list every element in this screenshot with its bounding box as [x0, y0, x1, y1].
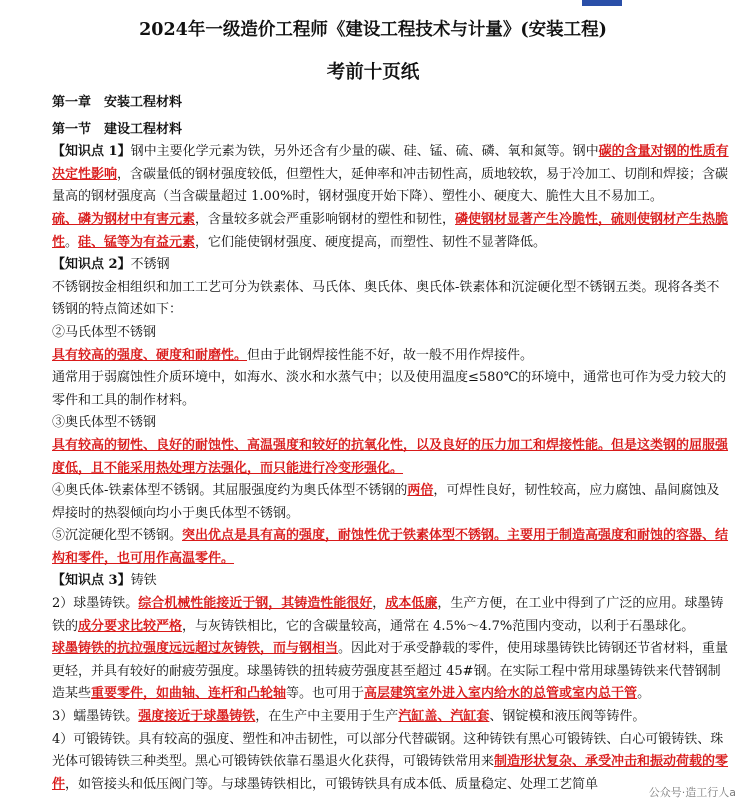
chapter-heading: 第一章 安装工程材料	[52, 95, 183, 110]
key-highlight: 成本低廉	[385, 596, 438, 612]
paragraph: 通常用于弱腐蚀性介质环境中，如海水、淡水和水蒸气中；以及使用温度≤580℃的环境中，通常也可作为受力较大的零件和工具的制作材料。	[52, 370, 727, 408]
watermark: 公众号·造工行人a	[648, 786, 736, 799]
key-highlight: 高层建筑室外进入室内给水的总管或室内总干管	[364, 686, 638, 702]
key-highlight: 硫、磷为钢材中有害元素	[52, 211, 196, 227]
key-highlight: 硅、锰等为有益元素	[78, 234, 196, 250]
key-highlight: 突出优点是具有高的强度，耐蚀性优于铁素体型不锈钢。主要用于制造高强度和耐蚀的容器、结构和零件，也可用作高温零件。	[52, 528, 729, 566]
key-highlight: 磷使钢材显著产生冷脆性，硫则使钢材产生热脆性	[52, 211, 729, 250]
key-highlight: 制造形状复杂、承受冲击和振动荷载的零件	[52, 754, 729, 792]
key-highlight: 汽缸盖、汽缸套	[398, 709, 490, 725]
key-highlight: 具有较高的强度、硬度和耐磨性。	[52, 347, 248, 363]
document-body	[52, 92, 730, 796]
paragraph: 2）球墨铸铁。综合机械性能接近于钢，其铸造性能很好，成本低廉，生产方便，在工业中得到了广泛的应用。球墨铸铁的成分要求比较严格，与灰铸铁相比，它的含碳量较高，通常在 4.5%～4.7%范围内变动，以利于石墨球化。	[52, 596, 724, 634]
kp-label: 【知识点 3】	[52, 573, 131, 589]
subheading: ③奥氏体型不锈钢	[52, 415, 157, 431]
brand-stripe	[582, 0, 622, 6]
paragraph: 具有较高的强度、硬度和耐磨性。但由于此钢焊接性能不好，故一般不用作焊接件。	[52, 347, 534, 363]
key-highlight: 强度接近于球墨铸铁	[138, 709, 256, 725]
document-subtitle: 考前十页纸	[326, 62, 420, 83]
knowledge-point-1: 【知识点 1】钢中主要化学元素为铁，另外还含有少量的碳、硅、锰、硫、磷、氧和氮等。钢中碳的含量对钢的性质有决定性影响，含碳量低的钢材强度较低，但塑性大，延伸率和冲击韧性高，质地较软，易于冷加工、切削和焊接；含碳量高的钢材强度高（当含碳量超过 1.00%时，钢材强度开始下降）、塑性小、硬度大、脆性大且不易加工。	[52, 144, 729, 205]
paragraph: 硫、磷为钢材中有害元素，含量较多就会严重影响钢材的塑性和韧性，磷使钢材显著产生冷脆性，硫则使钢材产生热脆性。硅、锰等为有益元素，它们能使钢材强度、硬度提高，而塑性、韧性不显著降低。	[52, 211, 729, 250]
paragraph: ⑤沉淀硬化型不锈钢。突出优点是具有高的强度，耐蚀性优于铁素体型不锈钢。主要用于制造高强度和耐蚀的容器、结构和零件，也可用作高温零件。	[52, 528, 729, 566]
paragraph	[52, 435, 730, 480]
key-highlight: 综合机械性能接近于钢，其铸造性能很好	[138, 596, 373, 612]
key-highlight: 碳的含量对钢的性质有决定性影响	[52, 144, 729, 182]
key-highlight: 球墨铸铁的抗拉强度远远超过灰铸铁，而与钢相当	[52, 641, 339, 657]
key-highlight: 具有较高的韧性、良好的耐蚀性、高温强度和较好的抗氧化性，以及良好的压力加工和焊接性能。但是这类钢的屈服强度低，且不能采用热处理方法强化，而只能进行冷变形强化。	[52, 437, 729, 476]
paragraph: 球墨铸铁的抗拉强度远远超过灰铸铁，而与钢相当。因此对于承受静载的零件，使用球墨铸铁比铸钢还节省材料，重量更轻，并具有较好的耐疲劳强度。球墨铸铁的扭转疲劳强度甚至超过 45#钢。在实际工程中常用球墨铸铁来代替钢制造某些重要零件，如曲轴、连杆和凸轮轴等。也可用于高层建筑室外进入室内给水的总管或室内总干管。	[52, 641, 729, 702]
paragraph: 4）可锻铸铁。具有较高的强度、塑性和冲击韧性，可以部分代替碳钢。这种铸铁有黑心可锻铸铁、白心可锻铸铁、珠光体可锻铸铁三种类型。黑心可锻铸铁依靠石墨退火化获得，可锻铸铁常用来制造形状复杂、承受冲击和振动荷载的零件，如管接头和低压阀门等。与球墨铸铁相比，可锻铸铁具有成本低、质量稳定、处理工艺简单	[52, 731, 729, 792]
paragraph: 不锈钢按金相组织和加工工艺可分为铁素体、马氏体、奥氏体、奥氏体-铁素体和沉淀硬化型不锈钢五类。现将各类不锈钢的特点简述如下：	[52, 279, 720, 318]
kp-label: 【知识点 2】	[52, 257, 131, 273]
subheading: ②马氏体型不锈钢	[52, 324, 157, 340]
key-highlight: 重要零件，如曲轴、连杆和凸轮轴	[91, 686, 287, 702]
key-highlight: 成分要求比较严格	[78, 618, 183, 634]
key-highlight: 两倍	[407, 483, 434, 499]
document-title: 2024年一级造价工程师《建设工程技术与计量》(安装工程)	[139, 20, 607, 40]
knowledge-point-2: 【知识点 2】不锈钢	[52, 257, 170, 273]
paragraph: ④奥氏体-铁素体型不锈钢。其屈服强度约为奥氏体型不锈钢的两倍，可焊性良好，韧性较高，应力腐蚀、晶间腐蚀及焊接时的热裂倾向均小于奥氏体型不锈钢。	[52, 483, 720, 521]
knowledge-point-3: 【知识点 3】铸铁	[52, 573, 157, 589]
section-heading: 第一节 建设工程材料	[52, 121, 183, 137]
paragraph: 3）蠕墨铸铁。强度接近于球墨铸铁，在生产中主要用于生产汽缸盖、汽缸套、钢锭模和液压阀等铸件。	[52, 709, 646, 725]
header-brand-strip	[582, 0, 722, 6]
kp-label: 【知识点 1】	[52, 144, 131, 160]
